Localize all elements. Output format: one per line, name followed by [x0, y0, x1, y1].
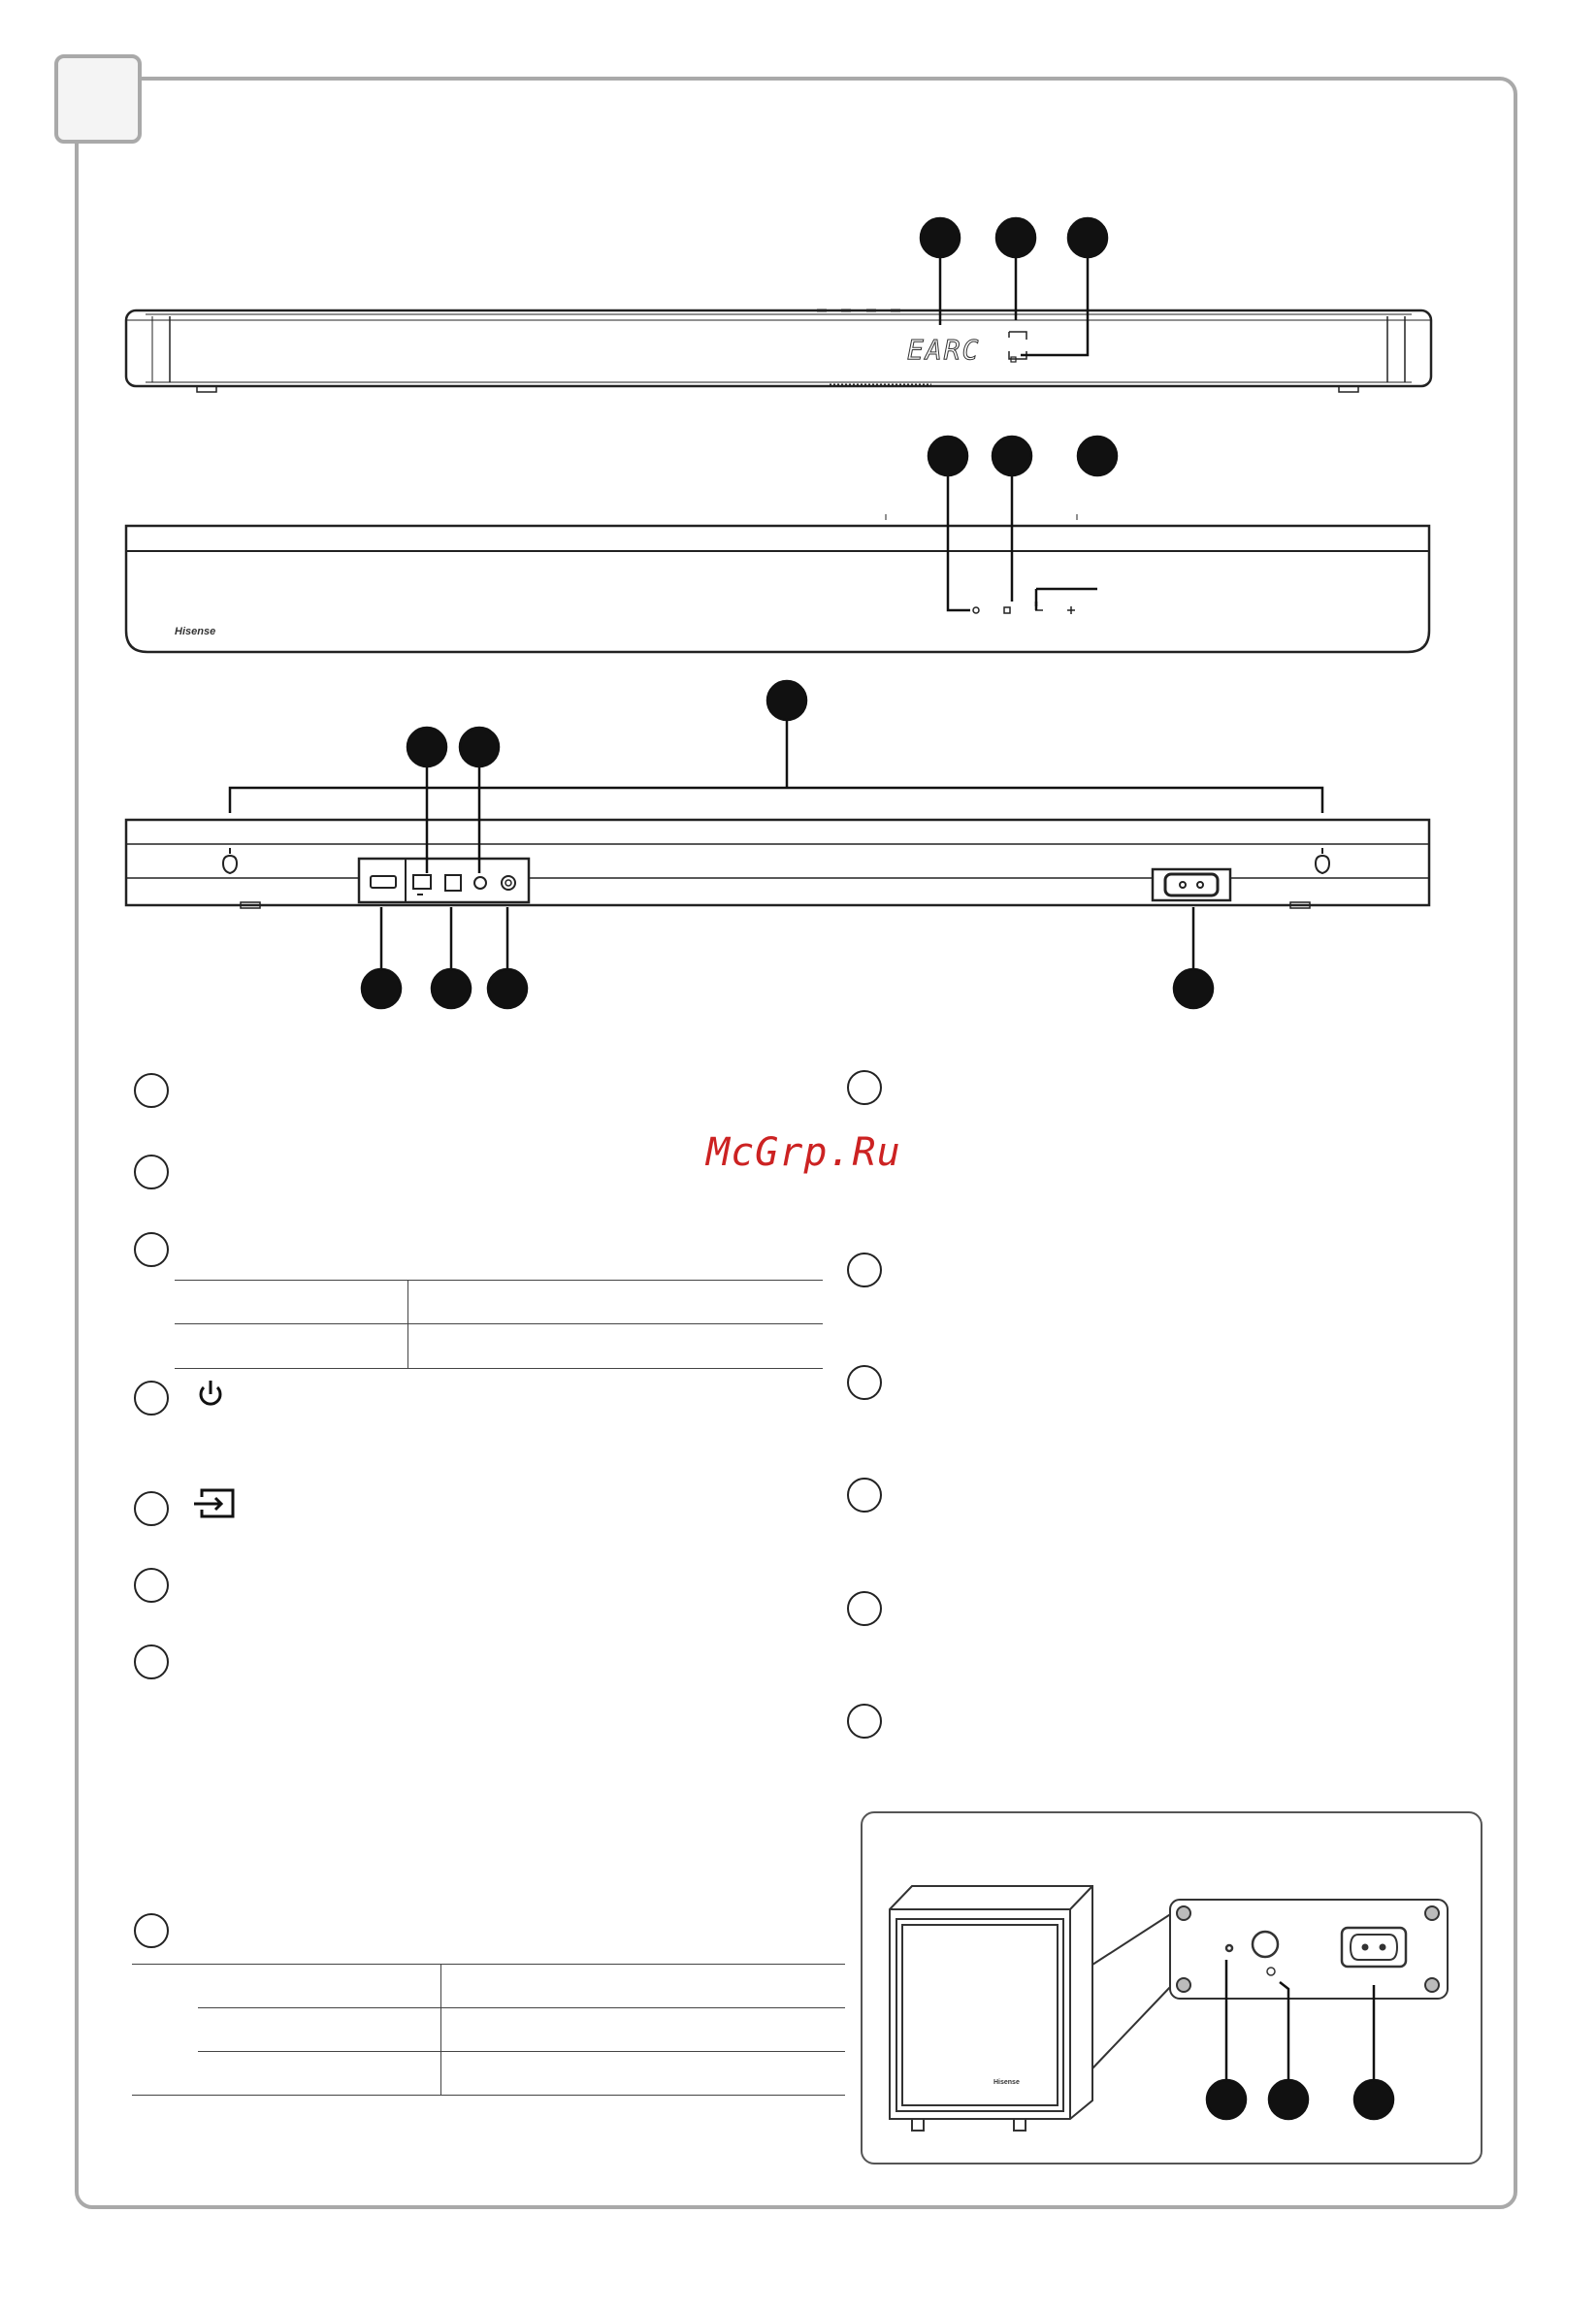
callout-front-indicator	[1068, 218, 1107, 257]
legend-left-callout-7	[134, 1644, 169, 1679]
legend-left-callout-6	[134, 1568, 169, 1603]
input-symbol-icon	[194, 1490, 233, 1516]
legend-left-callout-8	[134, 1913, 169, 1948]
table2-rule-top	[132, 1964, 845, 1965]
legend-right-callout-4	[847, 1478, 882, 1513]
power-symbol-icon	[201, 1381, 220, 1404]
legend-right-callout-2	[847, 1253, 882, 1287]
legend-left-callout-3	[134, 1232, 169, 1267]
front-view	[126, 310, 1431, 392]
callout-rear-sub	[488, 969, 527, 1008]
callout-front-display	[921, 218, 960, 257]
legend-right-callout-3	[847, 1365, 882, 1400]
table2-rule-bottom	[132, 2095, 845, 2096]
table2-rule-mid2	[198, 2051, 845, 2052]
top-view	[126, 514, 1429, 652]
legend-right-callout-6	[847, 1704, 882, 1739]
legend-left-callout-2	[134, 1155, 169, 1189]
watermark-text: McGrp.Ru	[706, 1130, 901, 1175]
legend-right-callout-5	[847, 1591, 882, 1626]
table1-divider	[407, 1280, 408, 1368]
table2-divider	[440, 1964, 441, 2095]
callout-top-power	[928, 437, 967, 475]
front-display-text: EARC	[907, 334, 981, 366]
table1-rule-mid	[175, 1323, 823, 1324]
table1-rule-top	[175, 1280, 823, 1281]
table1-rule-bottom	[175, 1368, 823, 1369]
callout-rear-wallmount	[767, 681, 806, 720]
legend-left-callout-1	[134, 1073, 169, 1108]
subwoofer-inset-frame	[861, 1811, 1482, 2165]
callout-top-volume	[1078, 437, 1117, 475]
rear-view	[126, 820, 1429, 908]
top-brand-logo: Hisense	[175, 626, 216, 637]
subwoofer-brand-logo: Hisense	[993, 2079, 1020, 2086]
callout-front-sensor	[996, 218, 1035, 257]
legend-left-callout-4	[134, 1381, 169, 1416]
legend-icons	[194, 1381, 233, 1516]
callout-top-input	[993, 437, 1031, 475]
table2-rule-mid1	[198, 2007, 845, 2008]
callout-rear-optical	[432, 969, 471, 1008]
callout-rear-usb	[407, 728, 446, 766]
legend-right-callout-1	[847, 1070, 882, 1105]
callout-rear-power	[1174, 969, 1213, 1008]
legend-left-callout-5	[134, 1491, 169, 1526]
callout-rear-aux	[460, 728, 499, 766]
callout-rear-hdmi	[362, 969, 401, 1008]
